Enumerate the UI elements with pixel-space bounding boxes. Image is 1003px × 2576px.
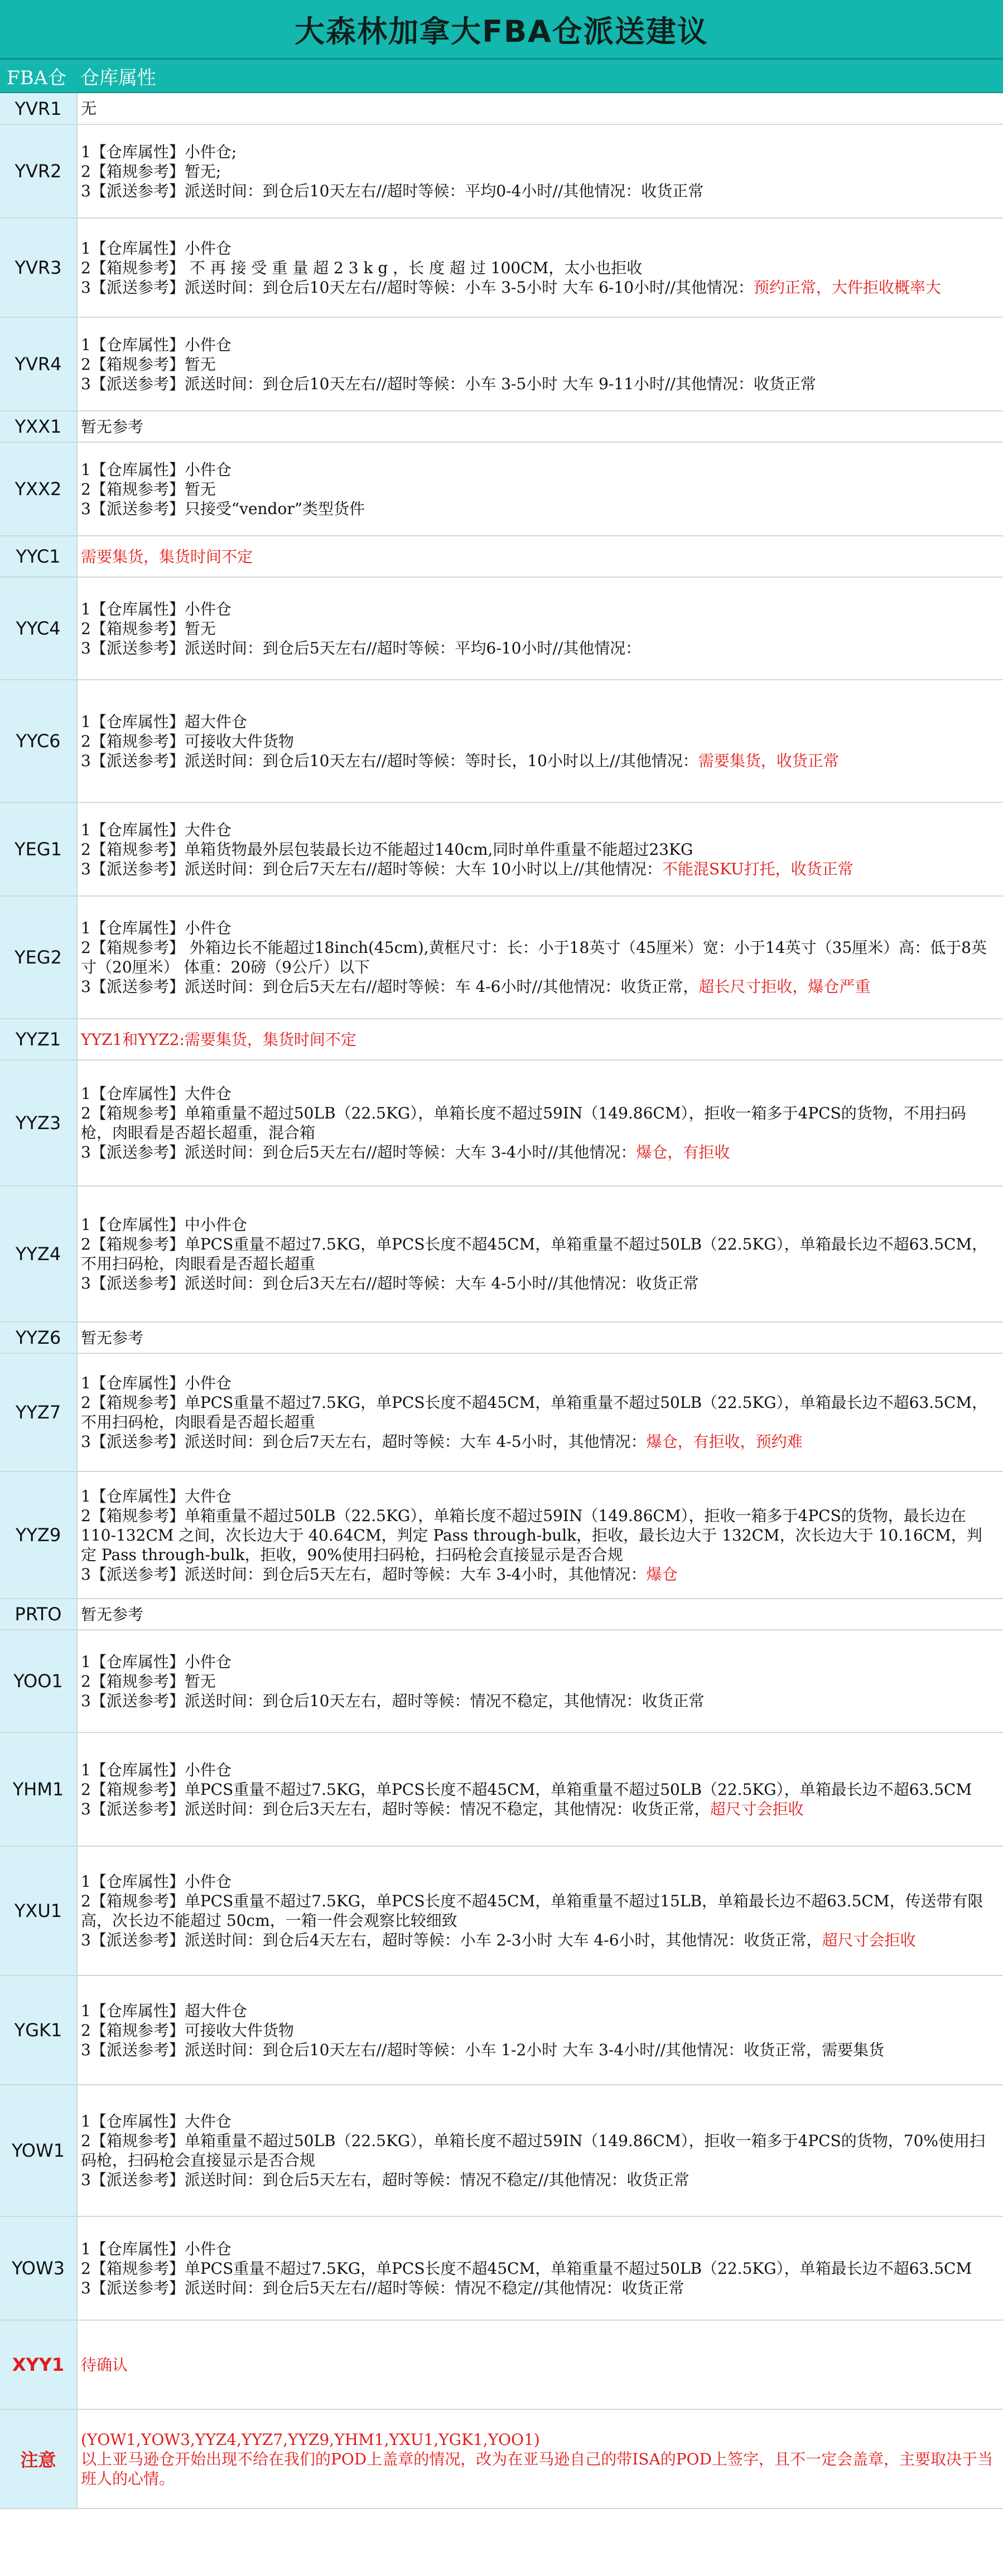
warehouse-attribute-cell[interactable] [77, 1599, 1003, 1630]
attribute-text: 2【箱规参考】暂无 [81, 355, 216, 374]
attribute-text: 2【箱规参考】暂无 [81, 1672, 216, 1691]
attribute-line [81, 1215, 993, 1234]
attribute-text: 1【仓库属性】超大件仓 [81, 2001, 247, 2020]
warehouse-attribute-cell[interactable] [77, 442, 1003, 536]
attribute-line [81, 2021, 993, 2040]
attribute-line [81, 547, 993, 566]
highlight-text: 待确认 [81, 2355, 128, 2374]
attribute-line [81, 1930, 993, 1950]
attribute-text: 3【派送参考】派送时间：到仓后5天左右//超时等候：平均6-10小时//其他情况： [81, 638, 642, 657]
warehouse-code-cell[interactable]: YYC1 [0, 536, 77, 577]
attribute-line [81, 1891, 993, 1930]
attribute-line [81, 1234, 993, 1274]
attribute-text: 3【派送参考】派送时间：到仓后4天左右，超时等候：小车 2-3小时 大车 4-6小时，其他情况：收货正常， [81, 1931, 822, 1949]
attribute-line [81, 460, 993, 480]
attribute-text: 暂无参考 [81, 417, 144, 436]
highlight-text: 超长尺寸拒收，爆仓严重 [698, 977, 871, 996]
warehouse-code-cell[interactable]: YVR1 [0, 93, 77, 124]
attribute-line [81, 1652, 993, 1672]
attribute-text: 1【仓库属性】大件仓 [81, 1486, 232, 1505]
highlight-text: 爆仓 [646, 1565, 678, 1584]
warehouse-attribute-cell[interactable] [77, 218, 1003, 317]
attribute-line [81, 859, 993, 879]
attribute-text: 1【仓库属性】小件仓 [81, 599, 232, 618]
highlight-text: 爆仓，有拒收 [636, 1143, 730, 1161]
warehouse-code-cell[interactable]: YYZ6 [0, 1322, 77, 1353]
table-row [0, 2216, 1003, 2320]
attribute-text: 3【派送参考】派送时间：到仓后7天左右，超时等候：大车 4-5小时，其他情况： [81, 1432, 647, 1451]
attribute-line [81, 162, 993, 181]
attribute-text: 2【箱规参考】单PCS重量不超过7.5KG，单PCS长度不超45CM，单箱重量不超过50LB（22.5KG），单箱最长边不超63.5CM [81, 2259, 972, 2278]
attribute-text: 1【仓库属性】小件仓 [81, 919, 232, 937]
table-row [0, 1019, 1003, 1060]
table-row [0, 536, 1003, 577]
attribute-line [81, 732, 993, 751]
attribute-line [81, 181, 993, 201]
attribute-text: 3【派送参考】派送时间：到仓后3天左右，超时等候：情况不稳定，其他情况：收货正常， [81, 1799, 710, 1818]
attribute-text: 2【箱规参考】可接收大件货物 [81, 732, 294, 750]
table-row [0, 1732, 1003, 1846]
attribute-line [81, 335, 993, 355]
title-bar [0, 0, 1003, 60]
highlight-text: 需要集货，收货正常 [698, 751, 839, 770]
attribute-line [81, 2131, 993, 2170]
table-row [0, 1846, 1003, 1975]
attribute-text: 2【箱规参考】暂无 [81, 480, 216, 498]
attribute-text: 1【仓库属性】小件仓 [81, 1760, 232, 1779]
attribute-line [81, 1691, 993, 1711]
attribute-line [81, 1799, 993, 1819]
highlight-text: 爆仓，有拒收，预约难 [646, 1432, 803, 1451]
warehouse-attribute-cell[interactable] [77, 577, 1003, 680]
attribute-line [81, 1030, 993, 1049]
attribute-text: 3【派送参考】只接受“vendor”类型货件 [81, 499, 365, 518]
attribute-text: 2【箱规参考】单箱重量不超过50LB（22.5KG），单箱长度不超过59IN（149.86CM），拒收一箱多于4PCS的货物，不用扫码枪，肉眼看是否超长超重，混合箱 [81, 1104, 966, 1142]
attribute-line [81, 1760, 993, 1780]
warehouse-attribute-cell[interactable] [77, 680, 1003, 802]
attribute-line [81, 1328, 993, 1348]
attribute-text: 3【派送参考】派送时间：到仓后10天左右//超时等候：小车 3-5小时 大车 6-10小时//其他情况： [81, 278, 754, 297]
attribute-text: 3【派送参考】派送时间：到仓后10天左右//超时等候：小车 3-5小时 大车 9-11小时//其他情况：收货正常 [81, 374, 816, 393]
attribute-text: 暂无参考 [81, 1328, 144, 1347]
warehouse-table [0, 93, 1003, 2509]
attribute-line [81, 619, 993, 638]
attribute-text: 2【箱规参考】单PCS重量不超过7.5KG，单PCS长度不超45CM，单箱重量不超过50LB（22.5KG），单箱最长边不超63.5CM [81, 1780, 972, 1799]
warehouse-code-cell[interactable]: PRTO [0, 1599, 77, 1630]
attribute-line [81, 374, 993, 394]
highlight-text: 预约正常，大件拒收概率大 [753, 278, 941, 297]
warehouse-code-cell[interactable]: YVR3 [0, 218, 77, 317]
attribute-text: 3【派送参考】派送时间：到仓后7天左右//超时等候：大车 10小时以上//其他情况： [81, 859, 662, 878]
table-row [0, 2320, 1003, 2409]
table-row [0, 1353, 1003, 1471]
attribute-line [81, 1142, 993, 1162]
attribute-text: 2【箱规参考】单箱重量不超过50LB（22.5KG），单箱长度不超过59IN（149.86CM），拒收一箱多于4PCS的货物，最长边在 110-132CM 之间，次长边大于 40.64CM，判定 Pass through-bulk，拒收，最长边大于 132CM，次长边大于 10.16CM，判定 Pass through-bulk，拒收，90%使用扫码枪，扫码枪会直接显示是否合规 [81, 1506, 982, 1564]
attribute-text: 2【箱规参考】单箱重量不超过50LB（22.5KG），单箱长度不超过59IN（149.86CM），拒收一箱多于4PCS的货物，70%使用扫码枪，扫码枪会直接显示是否合规 [81, 2132, 985, 2170]
attribute-line [81, 2430, 993, 2449]
attribute-line [81, 1486, 993, 1506]
attribute-text: 3【派送参考】派送时间：到仓后5天左右//超时等候：情况不稳定//其他情况：收货正常 [81, 2278, 684, 2297]
warehouse-code-cell[interactable]: YYC6 [0, 680, 77, 802]
warehouse-attribute-cell[interactable] [77, 1846, 1003, 1975]
warehouse-code-cell[interactable]: 注意 [0, 2409, 77, 2509]
attribute-line [81, 355, 993, 374]
attribute-line [81, 2001, 993, 2021]
warehouse-code-cell[interactable]: YHM1 [0, 1732, 77, 1846]
attribute-text: 2【箱规参考】单PCS重量不超过7.5KG，单PCS长度不超45CM，单箱重量不超过50LB（22.5KG），单箱最长边不超63.5CM，不用扫码枪，肉眼看是否超长超重 [81, 1235, 988, 1273]
attribute-text: 1【仓库属性】大件仓 [81, 820, 232, 839]
attribute-text: 3【派送参考】派送时间：到仓后5天左右//超时等候：大车 3-4小时//其他情况： [81, 1143, 636, 1161]
attribute-line [81, 938, 993, 977]
attribute-line [81, 2239, 993, 2259]
highlight-text: 超尺寸会拒收 [822, 1931, 916, 1949]
attribute-text: 1【仓库属性】大件仓 [81, 2112, 232, 2130]
attribute-line [81, 417, 993, 437]
attribute-text: 2【箱规参考】单PCS重量不超过7.5KG，单PCS长度不超45CM，单箱重量不超过50LB（22.5KG），单箱最长边不超63.5CM，不用扫码枪，肉眼看是否超长超重 [81, 1393, 988, 1431]
attribute-text: 2【箱规参考】暂无 [81, 619, 216, 638]
warehouse-attribute-cell[interactable] [77, 1471, 1003, 1599]
attribute-line [81, 751, 993, 771]
attribute-line [81, 142, 993, 162]
warehouse-code-cell[interactable]: YOW1 [0, 2085, 77, 2216]
page-title: 大森林加拿大FBA仓派送建议 [295, 13, 708, 49]
attribute-text: 2【箱规参考】暂无; [81, 162, 221, 181]
warehouse-code-cell[interactable]: YEG2 [0, 896, 77, 1019]
attribute-line [81, 99, 993, 118]
attribute-text: 1【仓库属性】小件仓 [81, 239, 232, 258]
highlight-text: (YOW1,YOW3,YYZ4,YYZ7,YYZ9,YHM1,YXU1,YGK1,YOO1) [81, 2430, 540, 2449]
warehouse-attribute-cell[interactable] [77, 93, 1003, 124]
attribute-line [81, 278, 993, 297]
warehouse-attribute-cell[interactable] [77, 2085, 1003, 2216]
column-header-attributes: 仓库属性 [80, 66, 156, 89]
table-row [0, 124, 1003, 218]
attribute-line [81, 1780, 993, 1799]
attribute-text: 3【派送参考】派送时间：到仓后3天左右//超时等候：大车 4-5小时//其他情况：收货正常 [81, 1274, 699, 1292]
table-row [0, 577, 1003, 680]
attribute-text: 3【派送参考】派送时间：到仓后5天左右，超时等候：情况不稳定//其他情况：收货正常 [81, 2171, 689, 2189]
attribute-text: 2【箱规参考】 不 再 接 受 重 量 超 2 3 k g ，长 度 超 过 100CM，太小也拒收 [81, 258, 643, 277]
warehouse-code-cell[interactable]: YXU1 [0, 1846, 77, 1975]
highlight-text: 超尺寸会拒收 [710, 1799, 804, 1818]
attribute-text: 1【仓库属性】小件仓 [81, 1652, 232, 1671]
attribute-line [81, 918, 993, 938]
warehouse-code-cell[interactable]: YOW3 [0, 2216, 77, 2320]
warehouse-attribute-cell[interactable] [77, 1060, 1003, 1186]
attribute-line [81, 1084, 993, 1103]
attribute-line [81, 480, 993, 499]
attribute-text: 1【仓库属性】小件仓 [81, 335, 232, 354]
attribute-text: 1【仓库属性】小件仓 [81, 2239, 232, 2258]
attribute-text: 无 [81, 99, 97, 118]
warehouse-attribute-cell[interactable] [77, 2409, 1003, 2509]
table-row [0, 1322, 1003, 1353]
attribute-text: 2【箱规参考】单PCS重量不超过7.5KG，单PCS长度不超45CM，单箱重量不超过15LB，单箱最长边不超63.5CM，传送带有限高，次长边不能超过 50cm，一箱一件会观察比较细致 [81, 1892, 983, 1930]
attribute-text: 3【派送参考】派送时间：到仓后5天左右//超时等候：车 4-6小时//其他情况：收货正常， [81, 977, 699, 996]
warehouse-code-cell[interactable]: YXX1 [0, 411, 77, 442]
table-row [0, 1630, 1003, 1732]
table-row [0, 93, 1003, 124]
warehouse-code-cell[interactable]: YYZ7 [0, 1353, 77, 1471]
warehouse-attribute-cell[interactable] [77, 411, 1003, 442]
table-row [0, 680, 1003, 802]
attribute-text: 3【派送参考】派送时间：到仓后10天左右//超时等候：等时长，10小时以上//其他情况： [81, 751, 698, 770]
warehouse-code-cell[interactable]: YOO1 [0, 1630, 77, 1732]
warehouse-attribute-cell[interactable] [77, 802, 1003, 896]
attribute-line [81, 1373, 993, 1393]
table-row [0, 1975, 1003, 2085]
warehouse-code-cell[interactable]: YGK1 [0, 1975, 77, 2085]
table-row [0, 802, 1003, 896]
highlight-text: 以上亚马逊仓开始出现不给在我们的POD上盖章的情况，改为在亚马逊自己的带ISA的POD上签字，且不一定会盖章，主要取决于当班人的心情。 [81, 2449, 993, 2488]
attribute-line [81, 1274, 993, 1293]
warehouse-code-cell[interactable]: YEG1 [0, 802, 77, 896]
attribute-line [81, 712, 993, 732]
attribute-text: 2【箱规参考】 外箱边长不能超过18inch(45cm),黄框尺寸：长：小于18英寸（45厘米）宽：小于14英寸（35厘米）高：低于8英寸（20厘米） 体重：20磅（9公斤）以下 [81, 938, 987, 976]
attribute-text: 1【仓库属性】小件仓 [81, 1872, 232, 1891]
warehouse-attribute-cell[interactable] [77, 1353, 1003, 1471]
warehouse-attribute-cell[interactable] [77, 1322, 1003, 1353]
attribute-text: 3【派送参考】派送时间：到仓后5天左右，超时等候：大车 3-4小时，其他情况： [81, 1565, 647, 1584]
warehouse-attribute-cell[interactable] [77, 2216, 1003, 2320]
column-header-warehouse: FBA仓 [7, 66, 67, 89]
attribute-line [81, 1872, 993, 1891]
warehouse-attribute-cell[interactable] [77, 1732, 1003, 1846]
warehouse-code-cell[interactable]: YYZ4 [0, 1186, 77, 1322]
attribute-line [81, 977, 993, 996]
warehouse-attribute-cell[interactable] [77, 1630, 1003, 1732]
attribute-text: 暂无参考 [81, 1605, 144, 1624]
table-row [0, 896, 1003, 1019]
attribute-text: 1【仓库属性】小件仓 [81, 1374, 232, 1392]
warehouse-code-cell[interactable]: YYZ3 [0, 1060, 77, 1186]
attribute-text: 1【仓库属性】中小件仓 [81, 1216, 247, 1234]
highlight-text: 需要集货，集货时间不定 [81, 547, 253, 566]
attribute-text: 1【仓库属性】大件仓 [81, 1084, 232, 1103]
attribute-line [81, 2278, 993, 2298]
warehouse-code-cell[interactable]: YYZ9 [0, 1471, 77, 1599]
warehouse-attribute-cell[interactable] [77, 2320, 1003, 2409]
attribute-line [81, 1565, 993, 1584]
table-row [0, 1186, 1003, 1322]
attribute-line [81, 2355, 993, 2375]
attribute-line [81, 1506, 993, 1565]
attribute-line [81, 638, 993, 658]
warehouse-attribute-cell[interactable] [77, 536, 1003, 577]
attribute-line [81, 1432, 993, 1451]
attribute-text: 1【仓库属性】超大件仓 [81, 712, 247, 731]
column-header-row [0, 60, 1003, 93]
table-row [0, 317, 1003, 411]
attribute-line [81, 258, 993, 278]
warehouse-code-cell[interactable]: YVR4 [0, 317, 77, 411]
warehouse-attribute-cell[interactable] [77, 1186, 1003, 1322]
attribute-line [81, 1393, 993, 1432]
highlight-text: 不能混SKU打托，收货正常 [662, 859, 853, 878]
warehouse-table-body [0, 93, 1003, 2509]
highlight-text: YYZ1和YYZ2:需要集货，集货时间不定 [81, 1030, 356, 1049]
attribute-text: 3【派送参考】派送时间：到仓后10天左右//超时等候：平均0-4小时//其他情况：收货正常 [81, 181, 704, 200]
table-row [0, 2085, 1003, 2216]
attribute-line [81, 840, 993, 859]
warehouse-attribute-cell[interactable] [77, 896, 1003, 1019]
attribute-line [81, 2259, 993, 2278]
table-row [0, 411, 1003, 442]
attribute-text: 2【箱规参考】单箱货物最外层包装最长边不能超过140cm,同时单件重量不能超过23KG [81, 840, 693, 859]
attribute-text: 2【箱规参考】可接收大件货物 [81, 2021, 294, 2040]
warehouse-attribute-cell[interactable] [77, 124, 1003, 218]
attribute-line [81, 499, 993, 519]
attribute-line [81, 2040, 993, 2060]
attribute-text: 3【派送参考】派送时间：到仓后10天左右//超时等候：小车 1-2小时 大车 3-4小时//其他情况：收货正常，需要集货 [81, 2040, 885, 2059]
attribute-line [81, 1103, 993, 1142]
warehouse-code-cell[interactable]: YXX2 [0, 442, 77, 536]
table-row [0, 218, 1003, 317]
attribute-line [81, 1672, 993, 1691]
attribute-line [81, 599, 993, 619]
attribute-text: 3【派送参考】派送时间：到仓后10天左右，超时等候：情况不稳定，其他情况：收货正常 [81, 1691, 705, 1710]
warehouse-attribute-cell[interactable] [77, 1019, 1003, 1060]
attribute-line [81, 2449, 993, 2488]
table-row [0, 1599, 1003, 1630]
warehouse-attribute-cell[interactable] [77, 1975, 1003, 2085]
table-row [0, 442, 1003, 536]
attribute-line [81, 2170, 993, 2190]
attribute-line [81, 1605, 993, 1624]
warehouse-attribute-cell[interactable] [77, 317, 1003, 411]
attribute-text: 1【仓库属性】小件仓 [81, 460, 232, 479]
table-row [0, 1060, 1003, 1186]
warehouse-code-cell[interactable]: YVR2 [0, 124, 77, 218]
table-row [0, 1471, 1003, 1599]
table-row [0, 2409, 1003, 2509]
warehouse-code-cell[interactable]: YYZ1 [0, 1019, 77, 1060]
attribute-text: 1【仓库属性】小件仓; [81, 142, 237, 161]
warehouse-code-cell[interactable]: YYC4 [0, 577, 77, 680]
warehouse-code-cell[interactable]: XYY1 [0, 2320, 77, 2409]
attribute-line [81, 239, 993, 258]
attribute-line [81, 820, 993, 840]
attribute-line [81, 2112, 993, 2131]
